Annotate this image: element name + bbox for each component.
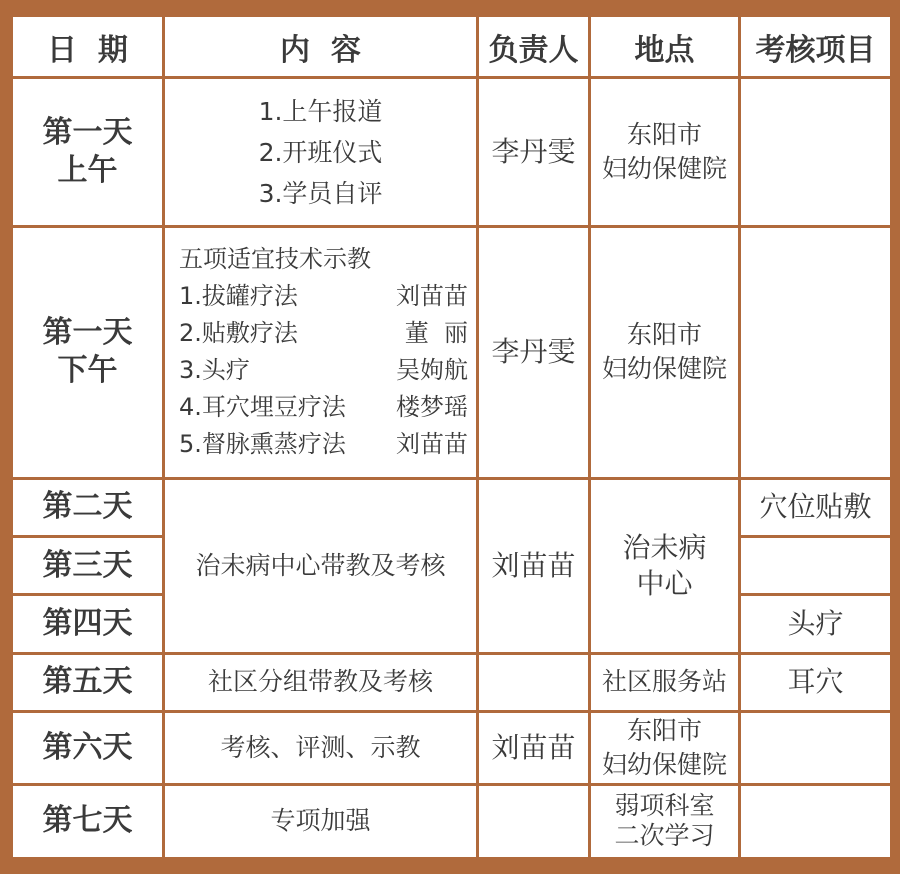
date-cell [12,78,164,227]
techniques-cell [164,227,478,478]
table-row-day5 [12,653,892,711]
table-row-day2 [12,478,892,536]
technique-name: 1.拔罐疗法 [179,282,298,311]
date-cell: 第四天 [12,595,164,653]
date-cell: 第五天 [12,653,164,711]
technique-row [179,278,476,315]
training-schedule-table [10,14,893,860]
date-cell: 第三天 [12,537,164,595]
location-cell: 社区服务站 [590,653,740,711]
content-cell: 考核、评测、示教 [164,712,478,784]
technique-teacher: 刘苗苗 [396,430,468,459]
header-row [12,16,892,78]
header-location: 地点 [590,16,740,78]
technique-teacher: 刘苗苗 [396,282,468,311]
technique-row [179,352,476,389]
schedule-frame [10,14,890,860]
technique-row [179,389,476,426]
date-cell [12,227,164,478]
date-line: 第一天 [42,115,133,151]
owner-cell [478,227,590,478]
assessment-cell: 穴位贴敷 [740,478,892,536]
header-assessment: 考核项目 [740,16,892,78]
assessment-cell [740,227,892,478]
date-cell: 第六天 [12,712,164,784]
location-line: 东阳市 [626,715,702,745]
location-line: 治未病 [622,530,707,564]
location-cell [590,712,740,784]
date-cell: 第二天 [12,478,164,536]
technique-row [179,426,476,463]
owner-name: 李丹雯 [491,335,576,369]
location-cell [590,478,740,653]
owner-name: 李丹雯 [491,135,576,169]
location-line: 东阳市 [626,120,702,150]
date-cell: 第七天 [12,784,164,858]
assessment-cell [740,537,892,595]
content-item: 1.上午报道 [258,96,383,126]
owner-cell: 刘苗苗 [478,712,590,784]
location-line: 弱项科室 [614,791,715,821]
table-row-day1-am [12,78,892,227]
technique-name: 5.督脉熏蒸疗法 [179,430,346,459]
content-cell: 治未病中心带教及考核 [164,478,478,653]
content-cell [164,78,478,227]
table-row-day1-pm [12,227,892,478]
table-row-day7 [12,784,892,858]
date-line: 下午 [57,353,118,389]
assessment-cell [740,784,892,858]
technique-name: 4.耳穴埋豆疗法 [179,393,346,422]
location-line: 妇幼保健院 [601,154,727,184]
assessment-cell: 头疗 [740,595,892,653]
location-cell [590,227,740,478]
table-row-day6 [12,712,892,784]
header-content: 内 容 [164,16,478,78]
content-cell: 社区分组带教及考核 [164,653,478,711]
technique-name: 3.头疗 [179,356,250,385]
location-cell [590,78,740,227]
header-owner: 负责人 [478,16,590,78]
technique-name: 2.贴敷疗法 [179,319,298,348]
date-line: 第一天 [42,315,133,351]
owner-cell: 刘苗苗 [478,478,590,653]
content-item: 2.开班仪式 [258,137,383,167]
owner-cell [478,784,590,858]
location-line: 中心 [636,566,693,600]
assessment-cell: 耳穴 [740,653,892,711]
location-line: 妇幼保健院 [601,749,727,779]
content-cell: 专项加强 [164,784,478,858]
location-line: 妇幼保健院 [601,354,727,384]
technique-teacher: 董 丽 [404,319,468,348]
owner-cell [478,653,590,711]
header-date: 日 期 [12,16,164,78]
location-line: 东阳市 [626,320,702,350]
location-cell [590,784,740,858]
location-line: 二次学习 [614,821,715,851]
technique-teacher: 楼梦瑶 [396,393,468,422]
content-item: 3.学员自评 [258,178,383,208]
assessment-cell [740,712,892,784]
technique-teacher: 吴姁航 [396,356,468,385]
techniques-heading: 五项适宜技术示教 [179,245,371,274]
technique-row [179,315,476,352]
date-line: 上午 [57,153,118,189]
owner-cell [478,78,590,227]
assessment-cell [740,78,892,227]
